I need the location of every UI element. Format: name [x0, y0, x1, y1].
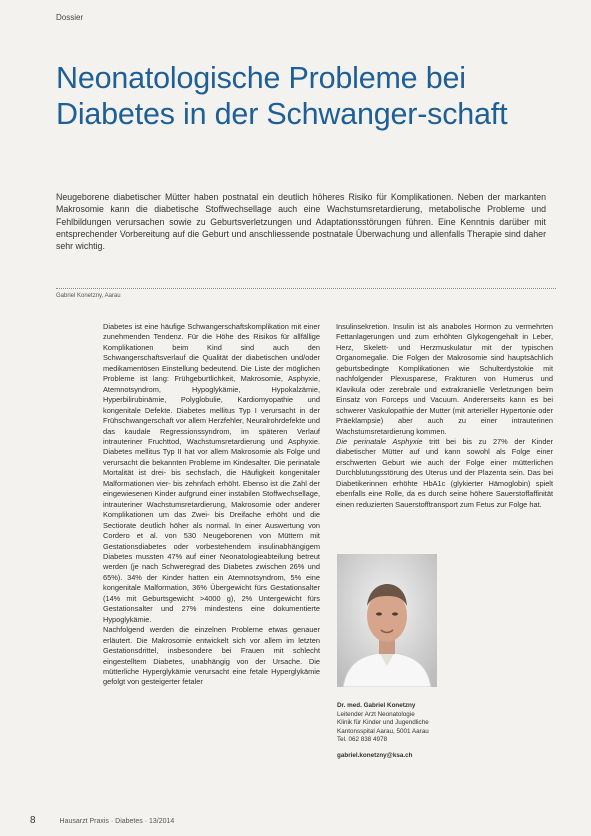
- article-intro: Neugeborene diabetischer Mütter haben postnatal ein deutlich höheres Risiko für Komplikationen. Neben der markanten Makrosomie kann die diabetische Stoffwechsellage auch eine Wachstumsretardierung, metabolische Probleme und Fehlbildungen verursachen sowie zu Geburtsverletzungen und Adaptationsstörungen führen. Eine Kenntnis darüber mit entsprechender Vorbereitung auf die Geburt und anschliessende postnatale Überwachung und allenfalls Therapie sind daher sehr wichtig.: [56, 192, 546, 252]
- body-paragraph: Insulinsekretion. Insulin ist als anaboles Hormon zu vermehrten Fettanlagerungen und zum erhöhten Glykogengehalt in Leber, Herz, Skelett- und Herzmuskulatur mit der typischen Organomegalie. Die Folgen der Makrosomie sind hauptsächlich geburtsbedingte Komplikationen wie Schulterdystokie mit nachfolgender Plexusparese, Frakturen von Humerus und Klavikula oder zerebrale und extrakranielle Verletzungen beim Einsatz von Forceps und Vacuum. Andererseits kann es bei schwerer Vaskulopathie der Mutter (mit arterieller Hypertonie oder Präeklampsie) aber auch zu einer intrauterinen Wachstumsretardierung kommen.: [336, 322, 553, 436]
- body-emphasis: Die perinatale Asphyxie: [336, 436, 423, 446]
- page-footer: [30, 815, 174, 826]
- body-text: tritt bei bis zu 27% der Kinder diabetischer Mütter auf und kann sowohl als Folge einer erschwerten Geburt wie auch der Folge einer mütterlichen Durchblutungsstörung des Uterus und der Plazenta sein. Das bei Diabetikerinnen erhöhte HbA1c (glykierter Hämoglobin) spielt ebenfalls eine Rolle, da es durch seine höhere Sauerstoffaffinität einen reduzierten Sauerstofftransport zum Fetus zur Folge hat.: [336, 436, 553, 509]
- body-column-right: [336, 322, 553, 547]
- body-column-left: [103, 322, 320, 802]
- author-caption: [337, 702, 477, 761]
- author-address: Kantonsspital Aarau, 5001 Aarau: [337, 727, 429, 735]
- footer-journal: Hausarzt Praxis · Diabetes · 13/2014: [59, 818, 175, 825]
- section-label: Dossier: [56, 13, 84, 22]
- page-number: 8: [30, 815, 36, 826]
- author-position: Leitender Arzt Neonatologie: [337, 710, 415, 718]
- author-department: Klinik für Kinder und Jugendliche: [337, 719, 429, 727]
- divider: [56, 288, 556, 289]
- body-paragraph: Nachfolgend werden die einzelnen Probleme etwas genauer erläutert. Die Makrosomie entwickelt sich vor allem im letzten Gestationsdrittel, insbesondere bei Frauen mit schlecht eingestelltem Diabetes, unabhängig von der Ursache. Die mütterliche Hyperglykämie verursacht eine fetale Hyperglykämie gefolgt von gesteigerter fetaler: [103, 625, 320, 687]
- body-paragraph: Diabetes ist eine häufige Schwangerschaftskomplikation mit einer zunehmenden Tendenz. Für die Höhe des Risikos für allfällige Komplikationen beim Kind sind auch den Schwangerschaftsverlauf die Qualität der diabetischen und/oder medikamentösen Einstellung bedeutend. Die Liste der möglichen Probleme ist lang: Frühgeburtlichkeit, Makrosomie, Asphyxie, Atemnotsyndrom, Hypoglykämie, Hypokalzämie, Hyperbilirubinämie, Polyglobulie, Kardiomyopathie und kongenitale Defekte. Diabetes mellitus Typ I verursacht in der Frühschwangerschaft vor allem Herzfehler, Neuralrohrdefekte und das kaudale Regressionssyndrom, im späteren Verlauf intrauteriner Fruchttod, Wachstumsretardierung und Asphyxie. Diabetes mellitus Typ II hat vor allem Makrosomie als Folge und verursacht die bekannten Probleme im Kindesalter. Die perinatale Mortalität ist drei- bis sechsfach, die Häufigkeit kongenitaler Malformationen vier- bis zehnfach erhöht. Ebenso ist die Zahl der eingewiesenen Kinder aufgrund einer instabilen Stoffwechsellage, intrauteriner Wachstumsretardierung, Makrosomie oder anderer Komplikationen um das Zwei- bis Dreifache erhöht und die Sectiorate deutlich höher als normal. In einer Auswertung von Cordero et al. von 530 Neugeborenen von Müttern mit Gestationsdiabetes oder vorbestehendem insulinabhängigem Diabetes mussten 47% auf einer Neonatologieabteilung betreut werden (je nach Schweregrad des Diabetes zwischen 26% und 65%). 34% der Kinder hatten ein Atemnotsyndrom, 5% eine kongenitale Malformation, 36% Übergewicht fürs Gestationsalter (14% mit Geburtsgewicht >4000 g), 2% Untergewicht fürs Gestationsalter und 27% mindestens eine dokumentierte Hypoglykämie.: [103, 322, 320, 624]
- author-line: Gabriel Konetzny, Aarau: [56, 293, 121, 299]
- author-name: Dr. med. Gabriel Konetzny: [337, 702, 416, 709]
- author-portrait: [337, 554, 437, 687]
- author-phone: Tel. 062 838 4978: [337, 736, 388, 744]
- author-email[interactable]: gabriel.konetzny@ksa.ch: [337, 751, 413, 759]
- article-title: Neonatologische Probleme bei Diabetes in der Schwanger-schaft: [56, 61, 508, 131]
- body-paragraph: [336, 437, 553, 510]
